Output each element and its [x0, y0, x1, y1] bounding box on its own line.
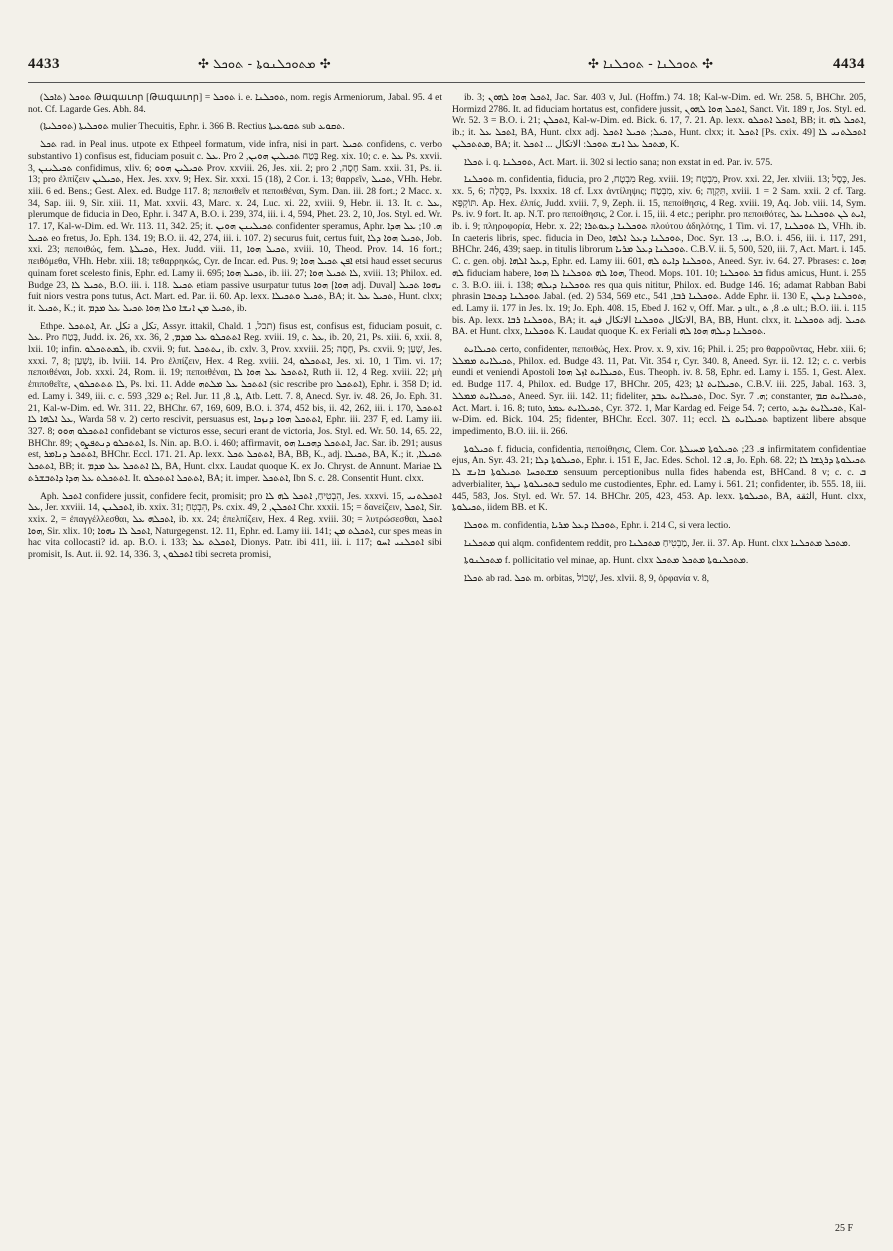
- entry-paragraph: ܬܟܠܐ ab rad. ܬܟܠ m. orbitas, שְׁכוֹל, Jes. xlvii. 8, 9, ὀρφανία v. 8,: [464, 573, 710, 585]
- entry-paragraph: ܬܘܟܠܢܐ m. confidentia, fiducia, pro מִבְטָח, 2 Reg. xviii. 19; מִבְטָח, Prov. xxi. 22, Jer. xlviii. 13; כֶּסֶל, Jes. xx. 5, 6; כִּסְלָה, Ps. lxxxix. 18 cf. Lxx ἀντίληψις; מִבְטָח, xiv. 6; תִּקְוָה, xviii. 1 = 2 Sam. xxii. 2 cf. Targ. תּוֹקְפָּא. Ap. Hex. ἐλπίς, Judd. xviii. 7, 9, Zeph. ii. 15, πεποίθησις, 4 Reg. xviii. 19, Aq. Job. viii. 14, Sym. Ps. iv. 9 fort. It. ap. N.T. pro πεποίθησις, 2 Cor. i. 15, iii. 4 etc.; periphr. pro πεποιθότες, ܐܝܬ ܠܢ ܬܘܟܠܢܐ ܥܠ, ib. i. 9; πληροφορία, Hebr. x. 22; ܬܘܟܠܢܐ ܕܥܘܬܪܐ πλούτου ἀδηλότης, 1 Tim. vi. 17, ܠܐ ܬܘܟܠܢܐ, VHh. ib. In caeteris libris, spec. fiducia in Deo, ܬܘܟܠܢܐ ܕܥܠ ܐܠܗܐ, Doc. Syr. ܝ. 13, B.O. i. 456, iii. i. 117, 291, BHChr. 246, 439; saep. in titulis librorum ܬܘܟܠܢܐ ܕܥܠ ܡܪܝܐ. C.B.V. ii. 5, 500, 520, iii. 7, Act. Mart. i. 145. C. c. gen. obj. ܕܥܠ ܐܠܗܐ, Ephr. ed. Lamy iii. 601, ܬܘܟܠܢܐ ܕܐܝܬ ܠܗ, Aneed. Syr. iv. 64. 27. Pbrases: c. ܗܘܐ ܠܗ fiduciam habere, ܗܘܐ ܠܗ ܬܘܟܠܢܐ ܠܐ ܗܘܐ, Theod. Mops. 101. 10; ܒܪ ܬܘܟܠܢܐ fidus amicus, Hunt. i. 255 c. 3. B.O. iii. i. 138; ܬܘܟܠܢܐ ܕܝܠܗ res qua quis nititur, Philox. ed. Budge 146. 16; adamat Rabban Babi phrasin ܬܘܟܠܢܐ ܕܟܬܒܐ Jabal. (ed. 2) 534, 569 etc., ܬܘܟܠܢܐ ܪܒܐ, 541. Adde Ephr. ii. 130 E, ܬܘܟܠܢܐ ܕܝܠܢ, ed. Lamy ii. 177 in Jes. lx. 19; Jo. Eph. 408. 15, Ebed J. 162 v, Off. Mar. ܕ ult., ܬ. 8, ܬ ult.; B.O. iii. i. 115 bis. Ap. lexx. ܬܘܟܠܢܐ ܪܒܐ, BA; it. الاتكال ܬܘܟܠܢܐ الاتكال فيه, BA, BB, Hunt. clxx, it. ܬܘܟܠܢܐ adj. ܬܟܝܠ BA. et Hunt. clxx, ܬܘܟܠܢܐ K. Laudat quoque K. ex Feriali ܬܘܟܠܢܐ ܕܝܠܗ ܗܘܐ ܠܗ.: [452, 174, 866, 338]
- header-rule: [28, 82, 865, 83]
- right-column: [452, 90, 866, 1200]
- catchword: 25 F: [834, 1223, 853, 1234]
- entry-paragraph: Ethpe. ܐܬܬܟܠ, Ar. تكل a تكل, Assyr. ittakil, Chald. תכל, 1) fisus est, confisus est, fiduciam posuit, c. ܥܠ. Pro בָּטַח, Judd. ix. 26, xx. 36, ܐܬܬܟܠܘ ܥܠ ܡܕܡ, 2 Reg. xviii. 19, c. ܥܠ, ib. 20, 21, Ps. xiii. 6, xxii. 8, lxii. 10; infin. ܠܡܬܬܟܠܘ, ib. cxvii. 9; fut. ܢܬܬܟܠ, ib. cxlv. 3, Prov. xxviii. 25; חָסָה, Ps. cxvii. 9; שָׁעַן, Jes. xxxi. 7, 8; נִשְׁעַן, ib. lviii. 14. Pro ἐλπίζειν, Hex. 4 Reg. xviii. 24, ܐܬܬܟܠܘ, Jes. xi. 10, 1 Tim. vi. 17; πεποιθέναι, Job. xxxi. 24, Rom. ii. 19; πεποιθέναι, ܐܬܬܟܠ ܥܠ ܗܘܐ ܠܐ, Ruth ii. 12, 4 Reg. xviii. 22; μὴ ἐπιποθεῖτε, ܠܐ ܬܬܬܟܠܘܢ, Ps. lxi. 11. Adde ܐܬܬܟܠ ܥܠ ܡܠܬܗ (sic rescribe pro ܐܬܬܟܠ), Ephr. i. 358 D; id. ed. Lamy i. 349, iii. c. c. ܬ 329, 593; Rel. Jur. ܬܐ. 8, 11, Atb. Lett. 7. 8, Anecd. Syr. iv. 48. 26, Jo. Eph. 31. 21, Kal-w-Dim. ed. Wr. 311. 22, BHChr. 67, 169, 609, B.O. i. 374, 452 bis, ii. 42, 262, iii. i. 170, ܐܬܬܟܠ ܥܠ ܐܠܗܐ ܠܐ, Warda 58 v. 2) certo rescivit, persuasus est, ܐܬܬܟܠ ܗܘܐ ܕܢܙܟܐ, Ephr. iii. 237 F, ed. Lamy iii. 327. 8; ܐܬܬܟܠܘ ܗܘܘ confidebant se victuros esse, securi erant de victoria, Jos. Styl. ed. Wr. 50. 14, 65. 22, BHChr. 89; ܐܬܬܟܠܘ ܕܢܬܦܨܘܢ, Is. Nin. ap. B.O. i. 460; affirmavit, ܐܬܬܟܠ ܕܗܟܢܐ ܗܘ, Jac. Sar. ib. 291; ausus est, ܐܬܬܟܠ ܕܢܐܡܪ, BHChr. Eccl. 171. 21. Ap. lexx. ܐܬܬܟܠ ܬܟܠ, BA, BB, K., adj. ܬܟܝܠܐ, BA, K.; it. ܬܟܝܠܐ, ܐܬܬܟܠ, BB; it. ܠܐ ܐܬܬܟܠ ܥܠ ܡܕܡ, BA, Hunt. clxx. Laudat quoque K. ex Jo. Chryst. de Annunt. Mariae ܠܐ ܐܬܬܟܠܬ ܥܠ ܗܕܐ ܕܐܬܒܫܪܬ. It. ܐܬܬܟܠ ܐܬܬܟܠܘ, BA; it. imper. ܐܬܬܟܠ, Ibn S. c. 28. Consentit Hunt. clxx.: [28, 320, 442, 484]
- right-running-head: ✣ ܬܘܟܠܢܐ - ܬܘܟܠܢܐ ✣: [588, 57, 714, 72]
- entry-paragraph: ܬܘܟܠܝܬܐ (ܬܘܟܠܝܬܐ) mulier Thecuitis, Ephr. i. 366 B. Rectius ܬܩܘܥܝܬܐ sub ܬܩܘܥ.: [40, 121, 345, 133]
- entry-paragraph: Aph. ܐܬܟܠ confidere jussit, confidere fecit, promisit; pro הִבְטִיחַ, ܐܬܟܠ ܠܗ ܠܐ, Jes. xxxvi. 15, ܐܬܟܠܬܢܝ ܥܠ, Jer. xxviii. 14, ܐܬܟܠܢܢ, ib. xxix. 31; הִבְטִחַ, Ps. cxix. 49, ܐܬܟܠܢ, 2 Chr. xxxii. 15; = δανείζειν, ܐܬܟܠ, Sir. xxix. 2, = ἐπαγγέλλεσθαι, ܐܬܟܠܗ ܥܠ, ib. xx. 24; ἐπελπίζειν, Hex. 4 Reg. xviii. 30; = λυτρώσεσθαι, ܐܬܟܠ ܗܘܐ, Sir. xlix. 10; ܐܬܟܠ ܠܐ ܢܗܘܐ, Naturgegenst. 12. 11, Ephr. ed. Lamy iii. 141; ܐܬܟܠܬ ܡܢ, cur spes meas in hac vita collocasti? id. ap. B.O. i. 133; ܐܬܟܠܬ ܥܠ, Dionys. Patr. ibi 411, iii. i. 117; ܐܬܟܠܢܝ ܐܚܘ sibi promisit, Is. Aut. ii. 92. 14, 336. 3, ܐܬܟܠܘܢ tibi secreta promisi,: [28, 490, 442, 561]
- entry-paragraph: ܡܬܟܠܢܘܬܐ f. pollicitatio vel minae, ap. Hunt. clxx ܡܬܟܠܢܘܬܐ ܡܬܟܠ ܡܬܟܠ.: [464, 555, 749, 567]
- right-page-number: 4434: [833, 56, 865, 72]
- left-page-number: 4433: [28, 56, 60, 72]
- entry-paragraph: ܬܟܝܠܘܬܐ f. fiducia, confidentia, πεποίθησις, Clem. Cor. ܦ. 23; ܬܟܝܠܘܬܐ ܡܚܝܠܬܐ infirmitatem confidentiae ejus, An. Syr. 43. 21; ܬܟܝܠܘܬܐ ܕܠܐ, Ephr. i. 151 E, Jac. Edes. Schol. ܦ. 12, Jo. Eph. 68. 22; ܬܟܝܠܘܬܐ ܕܪܓܫܐ ܠܐ ܡܫܬܟܚܐ ܬܟܝܠܘܬܐ ܒܐܢܫ ܠܐ sensuum perceptionibus nulla fides habenda est, BHCand. 8 v; c. c. ܒ adverbialiter, ܒܬܟܝܠܘܬܐ ܢܛܪ sedulo me custodientes, Ephr. ed. Lamy i. 561. 21; confidenter, ib. 555. 18, iii. 445, 583, Jos. Styl. ed. Wr. 57. 14. BHChr. 205, 423, 453. Ap. lexx. ܬܟܝܠܘܬܐ, BA, الثقة, Hunt. clxx, ܬܟܝܠܘܬܐ, iidem BB. et K.: [452, 443, 866, 514]
- entry-paragraph: ib. 3; ܐܬܟܠ ܗܘܐ ܠܗܘܢ, Jac. Sar. 403 v, Jul. (Hoffm.) 74. 18; Kal-w-Dim. ed. Wr. 258. 5, BHChr. 205, Hormizd 2786. It. ad fiduciam hortatus est, confidere jussit, ܐܬܟܠ ܗܘܐ ܠܗܘܢ, Sanct. Vit. 189 r, Jos. Styl. ed. Wr. 52. 3 = B.O. i. 21; ܐܬܟܠܢ, Kal-w-Dim. ed. Bick. 6. 17, 7. 21. Ap. lexx. ܐܬܟܠ ܐܬܟܠܘ, BB; it. ܐܬܟܠ ܠܗ, ib.; it. ܐܬܟܠ ܥܠ, BA, Hunt. clxx adj. ܬܟܝܠ; ܬܟܝܠ ܐܬܟܠ, Hunt. clxx; it. ܐܬܟܠ [Ps. cxix. 49] ܐܬܟܠܬܢܝ ܠܐ ܡܬܬܟܠܝܢ, BA; it. ܡܬܟܠ ܥܠ ܐܢܫ ܬܘܟܠ: الاتكال ... ܐܬܟܠ, K.: [452, 92, 866, 150]
- page-header: [28, 56, 865, 78]
- entry-paragraph: ܬܟܝܠܐܝܬ certo, confidenter, πεποιθώς, Hex. Prov. x. 9, xiv. 16; Phil. i. 25; pro θαρροῦντας, Hebr. xiii. 6; ܬܟܝܠܐܝܬ ܡܡܠܠ, Philox. ed. Budge 43. 11, Pat. Vit. 354 r, Cyr. 340. 8, Aneed. Syr. ii. 12. 12; c. c. verbis eundi et veniendi Apostoli ܬܟܝܠܐܝܬ ܐܙܠ ܗܘܐ, Eus. Theoph. iv. 8. 58, Ephr. ed. Lamy i. 155. 1, Gest. Alex. ed. Budge 117. 4, Philox. ed. Budge 17, BHChr. 205, 423; ܬܟܝܠܐܝܬ ܐܬܐ, C.B.V. iii. 225, Jabal. 163. 3, ܬܟܝܠܐܝܬ ܡܡܠܠ, Aneed. Syr. iii. 142. 11; fideliter, ܬܟܝܠܐܝܬ ܥܒܕ, Doc. Syr. ܗ. 7; constanter, ܬܟܝܠܐܝܬ ܩܡ, Act. Mart. i. 16. 8; tuto, ܬܟܝܠܐܝܬ ܥܡܪ, Cyr. 372. 1, Mar Kardag ed. Feige 54. 7; certo, ܬܟܝܠܐܝܬ ܝܕܥ, Kal-w-Dim. ed. Bick. 104. 25; fidenter, BHChr. Eccl. 307. 11; eccl. ܬܟܝܠܐܝܬ ܠܐ baptizent libere absque impedimento, B.O. iii. ii. 266.: [452, 344, 866, 437]
- left-column: [28, 90, 442, 1200]
- left-running-head: ✣ ܡܬܘܟܠܢܘܬܐ - ܬܘܟܠ ✣: [198, 57, 331, 72]
- entry-paragraph: ܡܬܟܠܢܐ qui alqm. confidentem reddit, pro מַבְטִיחַ ܡܬܟܠܢܐ, Jer. ii. 37. Ap. Hunt. clxx ܡܬܟܠ ܡܬܟܠܢܐ.: [464, 537, 851, 549]
- entry-paragraph: ܬܟܠ rad. in Peal inus. utpote ex Ethpeel formatum, vide infra, nisi in part. ܬܟܝܠ confidens, c. verbo substantivo 1) confisus est, fiduciam posuit c. ܥܠ. Pro בָּטַח ܬܟܝܠܝܢ ܗܘܝܢ, 2 Reg. xix. 10; c. e. ܥܠ Ps. xxvii. 3, ܬܟܝܠܝܢܢ confidimus, xliv. 6; ܬܟܝܠܝܢ ܗܘܘ Prov. xxviii. 26, Jes. xii. 2; pro חָסָה, 2 Sam. xxii. 31, Ps. ii. 13; pro ἐλπίζειν ܬܟܝܠܝܢ, Hex. Jes. xxv. 9; Hex. Sir. xxxi. 15 (18), 2 Cor. i. 13; θαρρεῖν, ܬܟܝܠ, VHh. Hebr. xiii. 6 ed. Bens.; Gest. Alex. ed. Budge 117. 8; πεποιθεῖν et πεποιθέναι, Sym. Dan. iii. 28 fort.; 2 Macc. x. 34, Sap. iii. 9, Sir. xiii. 11, Mat. xxvii. 43, Marc. x. 24, Luc. xi. 22, xviii. 9, Hebr. ii. 13. It. c. ܥܠ, plerumque de fiducia in Deo, Ephr. i. 347 A, B.O. i. 239, 374, iii. i. 4, 594, Phet. 23. 2, 10, Jos. Styl. ed. Wr. 17. 17, Kal-w-Dim. ed. Wr. 113. 11, 342. 25; it. ܬܟܝܠܝܢܢ ܗܘܝܢ confidenter speramus, Aphr. ܗ. 10; ܥܠ ܗܕܐ ܬܟܝܠ eo fretus, Jo. Eph. 134. 19; B.O. ii. 42, 274, iii. i. 107. 2) securus fuit, certus fuit, ܬܟܝܠ ܗܘܐ ܕܠܐ, Job. xxi. 23; πεποιθώς, fem. ܬܟܝܠܬܐ, Hex. Judd. viii. 11, ܬܟܝܠ ܗܘܐ, xviii. 10, Theod. Prov. 14. 16 fort.; πειθόμεθα, VHh. Hebr. xiii. 18; τεθαρρηκώς, Cyr. de Incar. ed. Pus. 9; ܐܦܢ ܬܟܝܠ ܗܘܐ etsi haud esset securus quinam foret scelesto finis, Ephr. ed. Lamy ii. 695; ܬܟܝܠ ܗܘܐ, ib. iii. 27; ܠܐ ܬܟܝܠ ܗܘܐ, xviii. 13; Philox. ed. Budge 23, ܬܟܝܠ ܠܐ, B.O. iii. i. 118. ܬܟܝܠ etiam passive usurpatur tutus ܗܘܐ [ܗܘܐ adj. Duval] ܢܗܘܐ ܬܟܝܠ fuit niors vestra pons tutus, Act. Mart. ed. Par. ii. 60. Ap. lexx. ܬܟܝܠ ܘܬܟܝܠܐ, BA; it. ܬܟܝܠ ܥܠ, Hunt. clxx; it. ܬܟܝܠ, K.; it. ܬܟܝܠ ܡܢ ܐܢܫܐ ܘܠܐ ܗܘܐ ܬܟܝܠ ܥܠ ܡܕܡ, ib.: [28, 139, 442, 314]
- entry-paragraph: ܬܘܟܠ (ܬܐܟܠ) Թագաւոր [Թագաւոր] = ܬܘܟܠ i. e. ܬܘܟܠܢܐ, nom. regis Armeniorum, Jabal. 95. 4 et not. Cf. Lagarde Ges. Abh. 84.: [28, 92, 442, 115]
- entry-paragraph: ܬܘܟܠܐ m. confidentia, ܬܘܟܠܐ ܕܥܠ ܡܪܝܐ, Ephr. i. 214 C, si vera lectio.: [464, 519, 731, 531]
- entry-paragraph: ܬܟܠܐ i. q. ܬܘܟܠܢܐ, Act. Mart. ii. 302 si lectio sana; non exstat in ed. Par. iv. 575.: [464, 156, 773, 168]
